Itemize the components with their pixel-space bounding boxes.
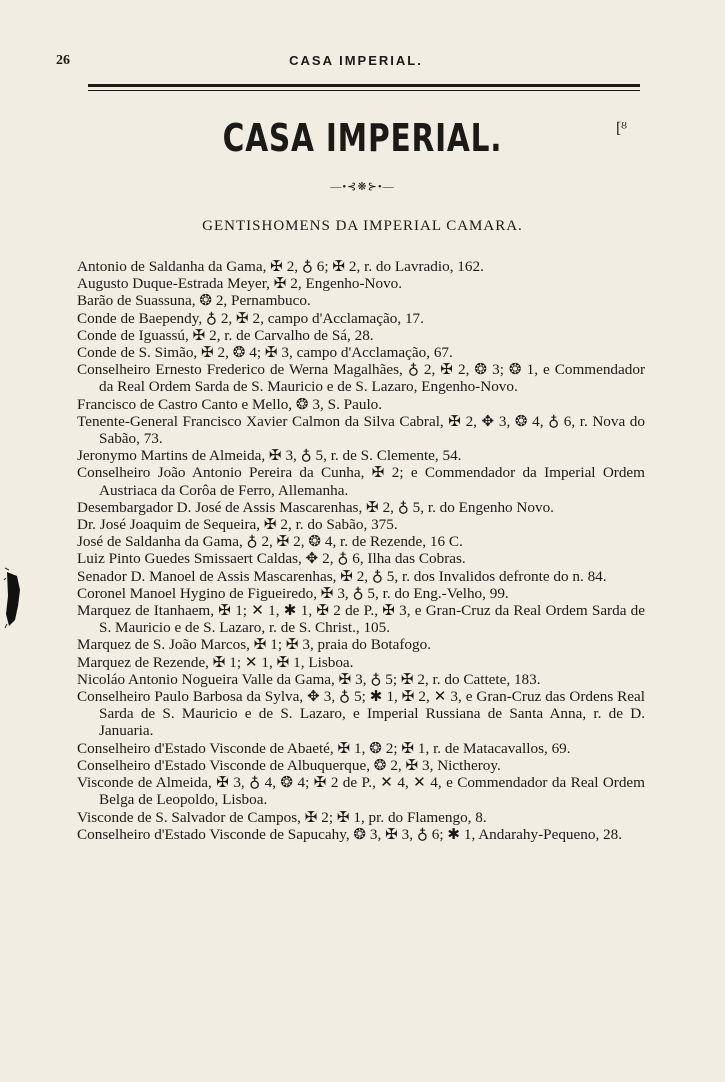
list-item: Desembargador D. José de Assis Mascarenhas, ✠ 2, ♁ 5, r. do Engenho Novo. — [77, 498, 554, 516]
list-item: Barão de Suassuna, ❂ 2, Pernambuco. — [77, 292, 311, 310]
list-item: Visconde de S. Salvador de Campos, ✠ 2; ✠ 1, pr. do Flamengo, 8. — [77, 808, 487, 826]
list-item: Marquez de S. João Marcos, ✠ 1; ✠ 3, praia do Botafogo. — [77, 636, 432, 654]
list-item: José de Saldanha da Gama, ♁ 2, ✠ 2, ❂ 4, r. de Rezende, 16 C. — [77, 533, 463, 551]
list-item: Conselheiro Ernesto Frederico de Werna Magalhães, ♁ 2, ✠ 2, ❂ 3; ❂ 1, e Commendador da Real Ordem Sarda de S. Mauricio e de S. Lazaro, Engenho-Novo. — [77, 361, 645, 396]
list-item: Nicoláo Antonio Nogueira Valle da Gama, ✠ 3, ♁ 5; ✠ 2, r. do Cattete, 183. — [77, 670, 541, 688]
list-item: Antonio de Saldanha da Gama, ✠ 2, ♁ 6; ✠ 2, r. do Lavradio, 162. — [77, 258, 484, 275]
list-item: Jeronymo Martins de Almeida, ✠ 3, ♁ 5, r. de S. Clemente, 54. — [77, 447, 462, 465]
page-title: CASA IMPERIAL. — [222, 116, 503, 160]
page-number: 26 — [56, 53, 70, 68]
corner-mark: [ᴽ — [616, 120, 627, 137]
running-title: CASA IMPERIAL. — [289, 53, 423, 68]
ink-blot-icon — [3, 566, 25, 630]
list-item: Conselheiro d'Estado Visconde de Abaeté, ✠ 1, ❂ 2; ✠ 1, r. de Matacavallos, 69. — [77, 739, 571, 757]
list-item: Conselheiro João Antonio Pereira da Cunha, ✠ 2; e Commendador da Imperial Ordem Austriaca da Corôa de Ferro, Allemanha. — [77, 464, 645, 499]
list-item: Senador D. Manoel de Assis Mascarenhas, ✠ 2, ♁ 5, r. dos Invalidos defronte do n. 84. — [77, 567, 607, 585]
list-item: Conde de Baependy, ♁ 2, ✠ 2, campo d'Acclamação, 17. — [77, 309, 424, 327]
list-item: Conselheiro Paulo Barbosa da Sylva, ✥ 3, ♁ 5; ✱ 1, ✠ 2, ✕ 3, e Gran-Cruz das Ordens Real Sarda de S. Mauricio e de S. Lazaro, e Imperial Russiana de Santa Anna, r. de D. Januaria. — [77, 688, 645, 740]
list-item: Marquez de Rezende, ✠ 1; ✕ 1, ✠ 1, Lisboa. — [77, 653, 354, 671]
list-item: Dr. José Joaquim de Sequeira, ✠ 2, r. do Sabão, 375. — [77, 516, 398, 534]
list-item: Luiz Pinto Guedes Smissaert Caldas, ✥ 2, ♁ 6, Ilha das Cobras. — [77, 550, 466, 568]
list-item: Conselheiro d'Estado Visconde de Sapucahy, ❂ 3, ✠ 3, ♁ 6; ✱ 1, Andarahy-Pequeno, 28. — [77, 825, 623, 843]
header-rule-thin — [88, 90, 640, 91]
list-item: Augusto Duque-Estrada Meyer, ✠ 2, Engenho-Novo. — [77, 275, 403, 293]
list-item: Visconde de Almeida, ✠ 3, ♁ 4, ❂ 4; ✠ 2 de P., ✕ 4, ✕ 4, e Commendador da Real Ordem Belga de Leopoldo, Lisboa. — [77, 774, 645, 809]
list-item: Coronel Manoel Hygino de Figueiredo, ✠ 3, ♁ 5, r. do Eng.-Velho, 99. — [77, 584, 509, 602]
list-item: Tenente-General Francisco Xavier Calmon da Silva Cabral, ✠ 2, ✥ 3, ❂ 4, ♁ 6, r. Nova do Sabão, 73. — [77, 412, 645, 448]
list-item: Marquez de Itanhaem, ✠ 1; ✕ 1, ✱ 1, ✠ 2 de P., ✠ 3, e Gran-Cruz da Real Ordem Sarda de S. Mauricio e de S. Lazaro, r. de S. Christ., 105. — [77, 602, 645, 637]
title-ornament: —•⊰❋⊱•— — [330, 181, 395, 193]
entry-list — [77, 258, 645, 843]
list-item: Francisco de Castro Canto e Mello, ❂ 3, S. Paulo. — [77, 395, 383, 413]
list-item: Conde de S. Simão, ✠ 2, ❂ 4; ✠ 3, campo d'Acclamação, 67. — [77, 344, 453, 362]
list-item: Conselheiro d'Estado Visconde de Albuquerque, ❂ 2, ✠ 3, Nictheroy. — [77, 756, 501, 774]
header-rule-thick — [88, 84, 640, 87]
section-heading: GENTISHOMENS DA IMPERIAL CAMARA. — [202, 218, 523, 234]
list-item: Conde de Iguassú, ✠ 2, r. de Carvalho de Sá, 28. — [77, 326, 374, 344]
running-header — [56, 53, 656, 73]
